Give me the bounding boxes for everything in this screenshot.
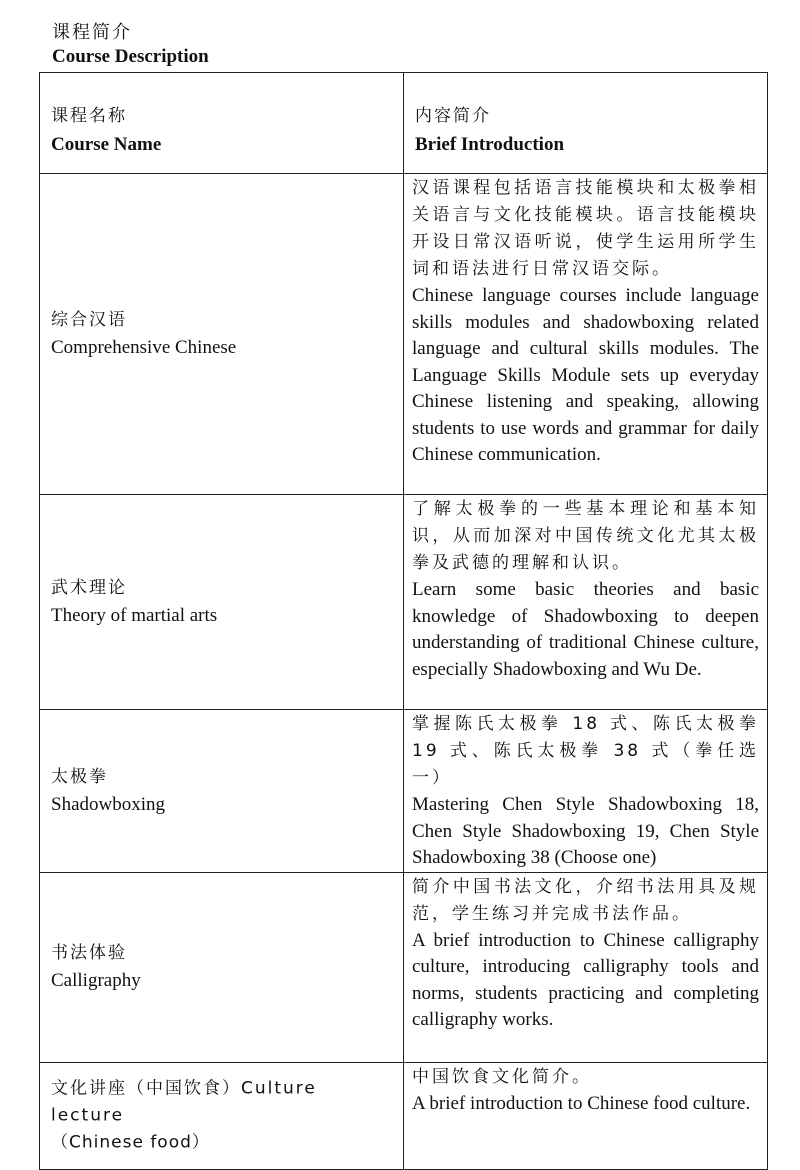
table-row <box>40 710 768 873</box>
course-intro-zh: 掌握陈氏太极拳 18 式、陈氏太极拳 19 式、陈氏太极拳 38 式（拳任选一） <box>412 714 759 788</box>
table-header-row <box>40 73 768 174</box>
course-intro-cell <box>404 872 768 1062</box>
page-heading-en: Course Description <box>52 46 209 67</box>
course-intro-zh: 了解太极拳的一些基本理论和基本知识，从而加深对中国传统文化尤其太极拳及武德的理解和认识。 <box>412 499 759 573</box>
header-intro-en: Brief Introduction <box>415 134 565 155</box>
course-name-en: Comprehensive Chinese <box>51 337 237 358</box>
course-intro-en: Mastering Chen Style Shadowboxing 18, Chen Style Shadowboxing 19, Chen Style Shadowboxing 38 (Choose one) <box>412 794 759 868</box>
course-intro-cell <box>404 495 768 710</box>
course-intro-cell <box>404 1062 768 1169</box>
course-name-zh: 武术理论 <box>51 578 127 598</box>
table-row <box>40 495 768 710</box>
table-row <box>40 1062 768 1169</box>
course-name-en: （Chinese food） <box>51 1132 210 1152</box>
course-intro-zh: 中国饮食文化简介。 <box>412 1066 592 1087</box>
course-name-cell <box>40 495 404 710</box>
course-intro-cell <box>404 174 768 495</box>
course-name-zh: 文化讲座（中国饮食）Culture lecture <box>51 1078 317 1125</box>
course-table <box>39 72 768 1170</box>
header-name-en: Course Name <box>51 134 162 155</box>
table-row <box>40 174 768 495</box>
course-intro-cell <box>404 710 768 873</box>
course-intro-en: A brief introduction to Chinese calligraphy culture, introducing calligraphy tools and norms, students practicing and completing calligraphy works. <box>412 929 759 1030</box>
course-name-cell <box>40 710 404 873</box>
page-heading-zh: 课程简介 <box>52 22 132 43</box>
course-intro-en: A brief introduction to Chinese food culture. <box>412 1092 751 1114</box>
course-intro-en: Learn some basic theories and basic knowledge of Shadowboxing to deepen understanding of traditional Chinese culture, especially Shadowboxing and Wu De. <box>412 579 759 680</box>
course-name-en: Calligraphy <box>51 970 141 991</box>
course-name-cell <box>40 174 404 495</box>
header-brief-intro <box>404 73 768 174</box>
course-intro-zh: 汉语课程包括语言技能模块和太极拳相关语言与文化技能模块。语言技能模块开设日常汉语听说，使学生运用所学生词和语法进行日常汉语交际。 <box>412 178 759 279</box>
course-name-cell <box>40 872 404 1062</box>
header-name-zh: 课程名称 <box>51 106 127 126</box>
course-name-en: Theory of martial arts <box>51 605 218 626</box>
header-intro-zh: 内容简介 <box>415 106 491 126</box>
course-name-zh: 太极拳 <box>51 766 108 787</box>
course-intro-en: Chinese language courses include language skills modules and shadowboxing related language and cultural skills modules. The Language Skills Module sets up everyday Chinese listening and speaking, allowing students to use words and grammar for daily Chinese communication. <box>412 285 759 465</box>
course-name-cell <box>40 1062 404 1169</box>
course-intro-zh: 简介中国书法文化，介绍书法用具及规范，学生练习并完成书法作品。 <box>412 876 759 924</box>
course-name-en: Shadowboxing <box>51 793 165 815</box>
course-name-zh: 书法体验 <box>51 943 127 963</box>
header-course-name <box>40 73 404 174</box>
course-name-zh: 综合汉语 <box>51 310 127 330</box>
table-row <box>40 872 768 1062</box>
